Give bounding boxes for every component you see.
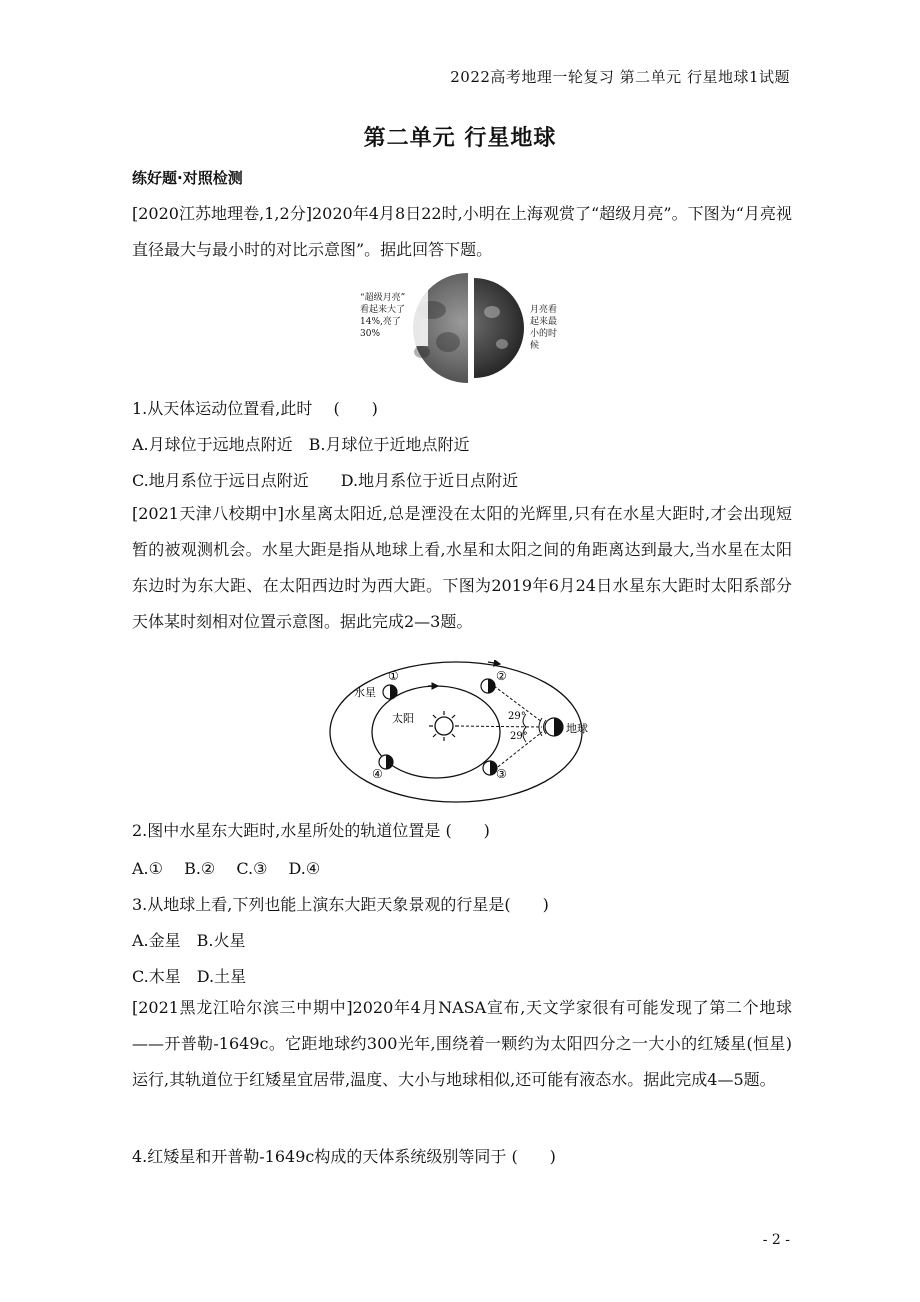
intro-paragraph-2: [2021天津八校期中]水星离太阳近,总是湮没在太阳的光辉里,只有在水星大距时,才会出现短暂的被观测机会。水星大距是指从地球上看,水星和太阳之间的角距离达到最大,当水星在太阳东边时为东大距、在太阳西边时为西大距。下图为2019年6月24日水星东大距时太阳系部分天体某时刻相对位置示意图。据此完成2—3题。 [132,504,792,631]
intro-paragraph-1: [2020江苏地理卷,1,2分]2020年4月8日22时,小明在上海观赏了“超级月亮”。下图为“月亮视直径最大与最小时的对比示意图”。据此回答下题。 [132,204,792,259]
earth-label: 地球 [566,722,588,735]
super-moon-label-line4: 30% [360,329,381,339]
section-heading: 练好题·对照检测 [132,169,243,187]
angle-label-top: 29° [508,711,526,722]
question-1-stem: 1.从天体运动位置看,此时 ( ) [132,399,378,418]
page-title: 第二单元 行星地球 [363,126,557,151]
mercury-label: 水星 [354,686,376,699]
svg-text:月亮看 起来最 小的时 候 [530,303,560,351]
question-1-options-row1: A.月球位于远地点附近 B.月球位于近地点附近 [132,435,470,454]
position-3-marker: ③ [496,767,507,781]
question-2-stem: 2.图中水星东大距时,水星所处的轨道位置是 ( ) [132,821,490,840]
mercury-orbit-figure [328,660,608,810]
question-1-options-row2: C.地月系位于远日点附近 D.地月系位于近日点附近 [132,471,519,490]
small-moon-label-line1: 月亮看 [530,305,558,315]
position-4-marker: ④ [372,767,383,781]
mercury-position-2 [481,679,495,693]
earth-icon [539,718,563,736]
question-4-stem: 4.红矮星和开普勒-1649c构成的天体系统级别等同于 ( ) [132,1147,556,1166]
mercury-position-3 [483,761,497,775]
small-moon-label-line2: 起来最 [530,317,558,327]
position-2-marker: ② [496,669,507,683]
angle-label-bottom: 29° [510,731,528,742]
mercury-position-1 [383,685,397,699]
question-3-options-row2: C.木星 D.土星 [132,967,247,986]
question-3-stem: 3.从地球上看,下列也能上演东大距天象景观的行星是( ) [132,895,549,914]
sun-icon [429,711,459,741]
moon-comparison-figure [352,272,572,384]
position-1-marker: ① [388,669,399,683]
question-3-options-row1: A.金星 B.火星 [132,931,246,950]
super-moon-label-line3: 14%,亮了 [360,317,401,327]
intro-paragraph-3: [2021黑龙江哈尔滨三中期中]2020年4月NASA宣布,天文学家很有可能发现了第二个地球——开普勒-1649c。它距地球约300光年,围绕着一颗约为太阳四分之一大小的红矮星(恒星)运行,其轨道位于红矮星宜居带,温度、大小与地球相似,还可能有液态水。据此完成4—5题。 [132,998,792,1089]
small-moon-label-line3: 小的时 [530,329,558,339]
super-moon-label-line1: “超级月亮” [360,293,406,303]
question-2-options: A.① B.② C.③ D.④ [132,859,321,878]
small-moon-label-line4: 候 [530,341,540,351]
sun-label: 太阳 [392,712,414,725]
super-moon-label-line2: 看起来大了 [360,305,406,315]
page-header: 2022高考地理一轮复习 第二单元 行星地球1试题 [450,68,790,86]
earth-orbit [330,662,582,802]
page-number: - 2 - [762,1232,790,1248]
